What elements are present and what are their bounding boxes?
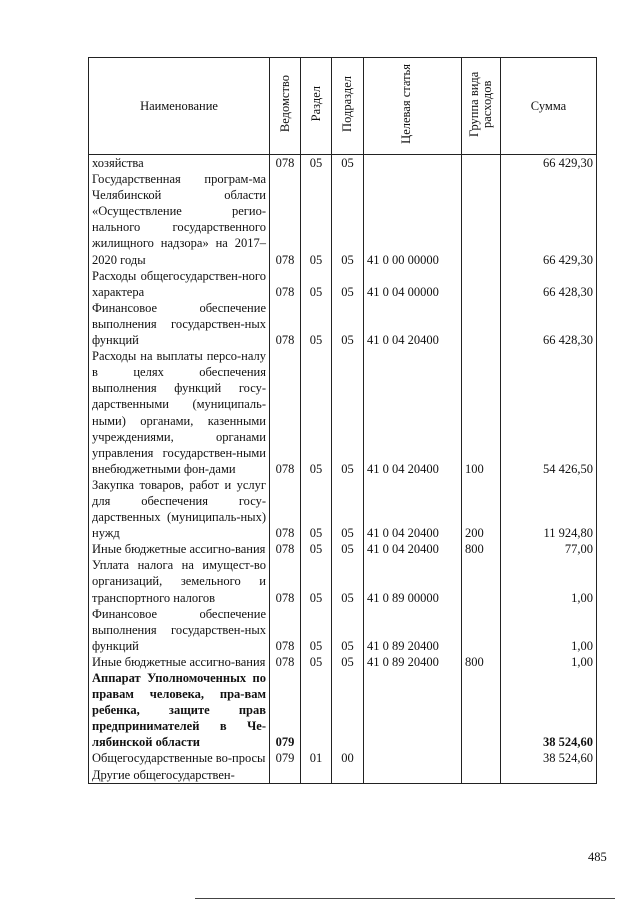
row-name-cell: Аппарат Уполномоченных по правам человека, пра-вам ребенка, защите прав предпринимателей в Че-лябинской области <box>89 670 270 750</box>
row-summa-cell: 1,00 <box>501 557 597 605</box>
row-vedomstvo-cell: 079 <box>270 750 301 766</box>
row-celevaya-statya-cell: 41 0 04 20400 <box>364 300 462 348</box>
table-header-row <box>89 58 597 155</box>
row-celevaya-statya-cell: 41 0 04 20400 <box>364 541 462 557</box>
row-vedomstvo-cell: 078 <box>270 606 301 654</box>
row-podrazdel-cell: 05 <box>332 541 364 557</box>
table-row <box>89 348 597 477</box>
row-celevaya-statya-cell: 41 0 00 00000 <box>364 171 462 268</box>
row-summa-cell: 77,00 <box>501 541 597 557</box>
row-celevaya-statya-cell <box>364 155 462 172</box>
table-row <box>89 268 597 300</box>
row-name-cell: Финансовое обеспечение выполнения государствен-ных функций <box>89 606 270 654</box>
row-razdel-cell: 05 <box>301 654 332 670</box>
row-razdel-cell: 05 <box>301 268 332 300</box>
row-name-cell: Расходы общегосударствен-ного характера <box>89 268 270 300</box>
row-name-cell: Финансовое обеспечение выполнения государствен-ных функций <box>89 300 270 348</box>
table-row <box>89 654 597 670</box>
row-gruppa-cell: 200 <box>462 477 501 541</box>
row-gruppa-cell <box>462 171 501 268</box>
row-razdel-cell: 05 <box>301 155 332 172</box>
row-name-cell: Иные бюджетные ассигно-вания <box>89 541 270 557</box>
row-gruppa-cell: 800 <box>462 654 501 670</box>
row-celevaya-statya-cell: 41 0 89 20400 <box>364 606 462 654</box>
row-razdel-cell: 05 <box>301 606 332 654</box>
table-row <box>89 300 597 348</box>
header-celevaya-statya: Целевая статья <box>364 58 462 155</box>
row-razdel-cell <box>301 670 332 750</box>
row-summa-cell: 66 429,30 <box>501 155 597 172</box>
row-vedomstvo-cell: 079 <box>270 670 301 750</box>
row-podrazdel-cell <box>332 767 364 784</box>
table-row <box>89 557 597 605</box>
row-gruppa-cell <box>462 300 501 348</box>
footer-divider <box>195 898 615 899</box>
row-vedomstvo-cell: 078 <box>270 477 301 541</box>
row-celevaya-statya-cell: 41 0 89 00000 <box>364 557 462 605</box>
row-celevaya-statya-cell: 41 0 89 20400 <box>364 654 462 670</box>
row-name-cell: Общегосударственные во-просы <box>89 750 270 766</box>
row-gruppa-cell <box>462 767 501 784</box>
row-razdel-cell: 01 <box>301 750 332 766</box>
header-razdel: Раздел <box>301 58 332 155</box>
row-vedomstvo-cell: 078 <box>270 268 301 300</box>
row-podrazdel-cell: 05 <box>332 155 364 172</box>
row-gruppa-cell <box>462 557 501 605</box>
row-name-cell: Закупка товаров, работ и услуг для обеспечения госу-дарственных (муниципаль-ных) нужд <box>89 477 270 541</box>
row-podrazdel-cell <box>332 670 364 750</box>
row-gruppa-cell <box>462 268 501 300</box>
row-razdel-cell: 05 <box>301 477 332 541</box>
header-name: Наименование <box>89 58 270 155</box>
table-row <box>89 750 597 766</box>
row-name-cell: Расходы на выплаты персо-налу в целях обеспечения выполнения функций госу-дарственными (муниципаль-ными) органами, казенными учреждениями, органами управления государствен-ными внебюджетными фон-дами <box>89 348 270 477</box>
header-vedomstvo: Ведомство <box>270 58 301 155</box>
row-gruppa-cell <box>462 750 501 766</box>
row-summa-cell: 11 924,80 <box>501 477 597 541</box>
header-gruppa-vida-rashodov: Группа вида расходов <box>462 58 501 155</box>
row-summa-cell: 66 428,30 <box>501 300 597 348</box>
row-podrazdel-cell: 05 <box>332 171 364 268</box>
row-podrazdel-cell: 05 <box>332 557 364 605</box>
row-podrazdel-cell: 00 <box>332 750 364 766</box>
row-razdel-cell <box>301 767 332 784</box>
row-name-cell: Государственная програм-ма Челябинской области «Осуществление регио-нального государственного жилищного надзора» на 2017–2020 годы <box>89 171 270 268</box>
row-vedomstvo-cell: 078 <box>270 171 301 268</box>
row-podrazdel-cell: 05 <box>332 477 364 541</box>
row-vedomstvo-cell: 078 <box>270 348 301 477</box>
row-razdel-cell: 05 <box>301 541 332 557</box>
header-podrazdel: Подраздел <box>332 58 364 155</box>
row-gruppa-cell <box>462 155 501 172</box>
row-celevaya-statya-cell: 41 0 04 00000 <box>364 268 462 300</box>
row-vedomstvo-cell: 078 <box>270 654 301 670</box>
row-celevaya-statya-cell <box>364 750 462 766</box>
row-gruppa-cell: 800 <box>462 541 501 557</box>
row-vedomstvo-cell: 078 <box>270 155 301 172</box>
row-summa-cell: 1,00 <box>501 606 597 654</box>
row-podrazdel-cell: 05 <box>332 300 364 348</box>
row-summa-cell: 54 426,50 <box>501 348 597 477</box>
row-summa-cell: 66 429,30 <box>501 171 597 268</box>
row-vedomstvo-cell <box>270 767 301 784</box>
row-vedomstvo-cell: 078 <box>270 541 301 557</box>
row-vedomstvo-cell: 078 <box>270 300 301 348</box>
row-gruppa-cell <box>462 606 501 654</box>
row-podrazdel-cell: 05 <box>332 606 364 654</box>
row-summa-cell: 1,00 <box>501 654 597 670</box>
table-row <box>89 155 597 172</box>
table-row <box>89 606 597 654</box>
row-razdel-cell: 05 <box>301 348 332 477</box>
table-row <box>89 670 597 750</box>
header-summa: Сумма <box>501 58 597 155</box>
table-row <box>89 767 597 784</box>
row-summa-cell: 66 428,30 <box>501 268 597 300</box>
table-row <box>89 477 597 541</box>
budget-table <box>88 57 597 784</box>
row-name-cell: Другие общегосударствен- <box>89 767 270 784</box>
row-celevaya-statya-cell <box>364 670 462 750</box>
row-vedomstvo-cell: 078 <box>270 557 301 605</box>
row-podrazdel-cell: 05 <box>332 348 364 477</box>
table-row <box>89 541 597 557</box>
row-celevaya-statya-cell <box>364 767 462 784</box>
row-podrazdel-cell: 05 <box>332 654 364 670</box>
row-razdel-cell: 05 <box>301 171 332 268</box>
row-summa-cell: 38 524,60 <box>501 670 597 750</box>
row-razdel-cell: 05 <box>301 557 332 605</box>
row-gruppa-cell <box>462 670 501 750</box>
row-name-cell: хозяйства <box>89 155 270 172</box>
row-celevaya-statya-cell: 41 0 04 20400 <box>364 348 462 477</box>
row-gruppa-cell: 100 <box>462 348 501 477</box>
row-razdel-cell: 05 <box>301 300 332 348</box>
row-name-cell: Уплата налога на имущест-во организаций, земельного и транспортного налогов <box>89 557 270 605</box>
row-podrazdel-cell: 05 <box>332 268 364 300</box>
row-summa-cell <box>501 767 597 784</box>
page-number: 485 <box>588 850 607 864</box>
row-name-cell: Иные бюджетные ассигно-вания <box>89 654 270 670</box>
table-row <box>89 171 597 268</box>
row-summa-cell: 38 524,60 <box>501 750 597 766</box>
row-celevaya-statya-cell: 41 0 04 20400 <box>364 477 462 541</box>
